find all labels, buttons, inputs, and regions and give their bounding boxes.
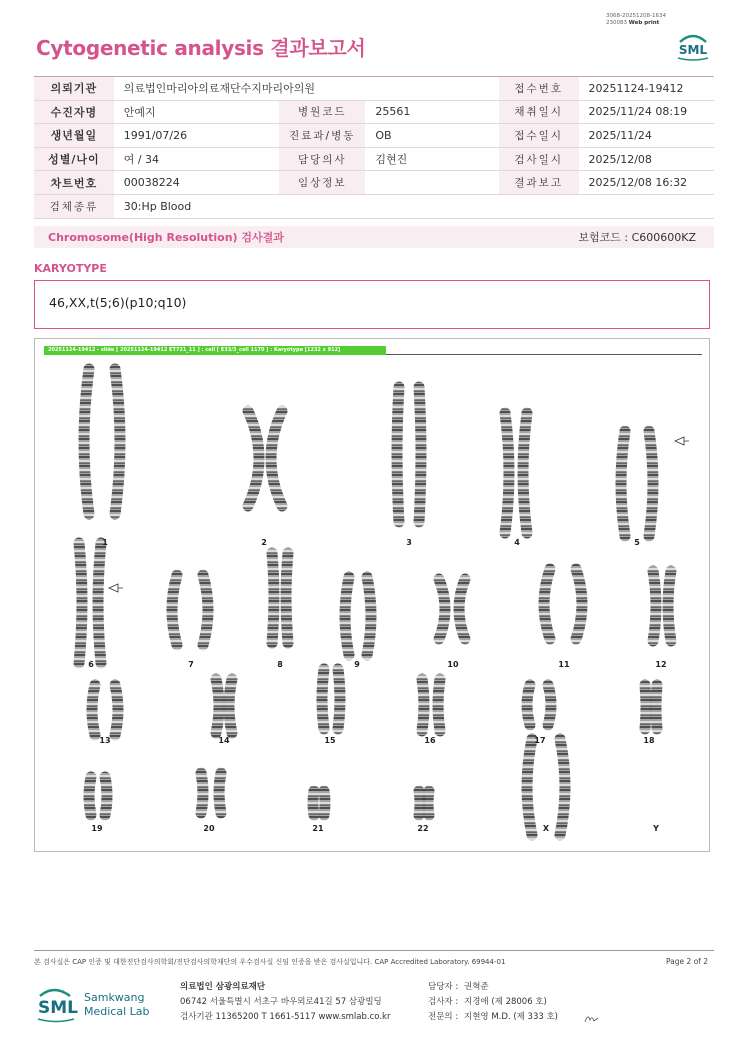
chromosome-label: X [542,824,550,833]
chromosome-label: 11 [558,660,570,669]
info-value: 김현진 [365,147,498,171]
svg-text:SML: SML [678,43,708,57]
chromosome [428,791,429,815]
chromosome [438,679,440,731]
chromosome [548,685,551,725]
section-title: Chromosome(High Resolution) 검사결과 [48,231,284,244]
chromosome [172,575,177,645]
chromosome-label: 15 [324,736,336,745]
staff-name: 지경애 (제 28006 호) [464,997,547,1007]
chromosome [527,685,530,725]
info-value: 2025/11/24 [579,124,715,148]
svg-text:SML: SML [38,998,78,1018]
chromosome [645,685,646,729]
karyotype-result: 46,XX,t(5;6)(p10;q10) [34,280,710,329]
samkwang-logo [36,980,196,1026]
organization-info [180,980,390,1025]
info-value: 1991/07/26 [114,124,279,148]
karyogram-svg [35,339,711,853]
staff-name: 지현영 M.D. (제 333 호) [464,1012,559,1022]
info-label: 수진자명 [34,100,114,124]
chromosome [459,579,465,639]
staff-role: 전문의 : [428,1012,459,1022]
org-contact: 검사기관 11365200 T 1661-5117 www.smlab.co.kr [180,1012,391,1022]
info-label: 병원코드 [279,100,365,124]
info-row [34,171,714,195]
signature-mark [584,1012,600,1024]
chromosome [216,679,219,733]
org-name: 의료법인 삼광의료재단 [180,982,266,992]
info-label: 차트번호 [34,171,114,195]
chromosome-label: 7 [188,660,194,669]
chromosome [98,543,101,663]
chromosome-label: 17 [534,736,546,745]
chromosome [397,387,399,522]
accreditation-note: 본 검사실은 CAP 인증 및 대한진단검사의학회/진단검사의학재단의 우수검사실 신임 인증을 받은 검사실입니다. CAP Accredited Laboratory. 69944-01 [34,958,506,966]
chromosome-label: 8 [277,660,283,669]
chromosome-label: 10 [447,660,459,669]
chromosome [229,679,232,733]
chromosome-label: 12 [655,660,667,669]
chromosome [79,543,82,663]
chromosome [419,791,420,815]
staff-info [428,980,558,1025]
svg-text:Samkwang: Samkwang [84,991,145,1004]
chromosome-label: 6 [88,660,94,669]
info-label: 검체종류 [34,194,114,218]
translocation-arrow-icon [675,437,689,445]
karyogram-image [34,338,710,852]
chromosome-label: 13 [99,736,111,745]
chromosome [271,411,282,506]
chromosome-label: 3 [406,538,412,547]
insurance-code: 보험코드 : C600600KZ [578,231,696,244]
chromosome [668,571,671,641]
chromosome-label: 5 [634,538,640,547]
chromosome [115,369,120,514]
chromosome [345,577,349,655]
chromosome [286,553,288,643]
chromosome-label: 4 [514,538,520,547]
chromosome [115,685,118,735]
info-row [34,147,714,171]
page-title: Cytogenetic analysis 결과보고서 [36,36,366,60]
info-label: 의뢰기관 [34,77,114,101]
chromosome [322,669,324,729]
chromosome [203,575,208,645]
info-label: 진료과/병동 [279,124,365,148]
info-value: 00038224 [114,171,279,195]
chromosome [248,411,259,506]
info-label: 결과보고 [499,171,579,195]
chromosome [272,553,274,643]
chromosome [649,431,653,536]
footer-divider [34,950,714,951]
page-number: Page 2 of 2 [666,957,709,966]
info-value: 25561 [365,100,498,124]
info-label: 담당의사 [279,147,365,171]
chromosome [419,387,421,522]
staff-role: 검사자 : [428,997,459,1007]
staff-row [428,1010,558,1025]
info-label: 접수번호 [499,77,579,101]
chromosome-label: 16 [424,736,436,745]
info-value: 20251124-19412 [579,77,715,101]
chromosome-label: 9 [354,660,360,669]
info-row [34,124,714,148]
info-value: OB [365,124,498,148]
chromosome-label: 14 [218,736,230,745]
sml-logo [674,28,712,64]
chromosome [439,579,445,639]
chromosome [201,773,203,813]
translocation-arrow-icon [109,584,123,592]
result-section-header [34,226,714,248]
info-row [34,194,714,218]
karyogram-header: 20251124-19412 - slide [ 20251124-19412 ET721_11 ] : cell [ E33/3_cell 1170 ] : Karyotype [1232 x 912] [44,346,386,355]
chromosome [105,777,107,815]
chromosome-label: 21 [312,824,324,833]
chromosome [313,791,314,815]
chromosome [338,669,340,729]
info-value: 여 / 34 [114,147,279,171]
info-value: 안예지 [114,100,279,124]
staff-name: 권혁준 [464,982,489,992]
chromosome [527,739,532,835]
chromosome [92,685,95,735]
info-label: 임상정보 [279,171,365,195]
chromosome [367,577,371,655]
chromosome-label: 19 [91,824,103,833]
chromosome [89,777,91,815]
chromosome [576,569,582,639]
chromosome-label: 18 [643,736,655,745]
chromosome [523,413,527,533]
info-label: 성별/나이 [34,147,114,171]
chromosome [422,679,424,731]
info-value: 2025/11/24 08:19 [579,100,715,124]
org-address: 06742 서울특별시 서초구 바우뫼로41길 57 삼광빌딩 [180,997,382,1007]
info-label: 채취일시 [499,100,579,124]
svg-text:Medical Lab: Medical Lab [84,1005,150,1018]
document-code: 3068-20251208-1634 230083 Web print [606,13,666,26]
chromosome [84,369,89,514]
chromosome [560,739,565,835]
chromosome-label: 20 [203,824,215,833]
info-value: 의료법인마리아의료재단수지마리아의원 [114,77,499,101]
chromosome [219,773,221,813]
info-label: 접수일시 [499,124,579,148]
patient-info-table [34,76,714,219]
chromosome [505,413,509,533]
info-value: 2025/12/08 [579,147,715,171]
info-row [34,100,714,124]
staff-row [428,980,558,995]
chromosome [653,571,656,641]
info-label: 검사일시 [499,147,579,171]
chromosome [324,791,325,815]
chromosome-label: 2 [261,538,267,547]
karyotype-label: KARYOTYPE [34,262,107,275]
chromosome [544,569,550,639]
info-value: 30:Hp Blood [114,194,714,218]
staff-row [428,995,558,1010]
chromosome-label: 22 [417,824,429,833]
info-value [365,171,498,195]
info-label: 생년월일 [34,124,114,148]
chromosome-label: Y [653,824,659,833]
chromosome [621,431,625,536]
chromosome [656,685,657,729]
staff-role: 담당자 : [428,982,459,992]
info-row [34,77,714,101]
chromosome-label: 1 [102,538,108,547]
info-value: 2025/12/08 16:32 [579,171,715,195]
